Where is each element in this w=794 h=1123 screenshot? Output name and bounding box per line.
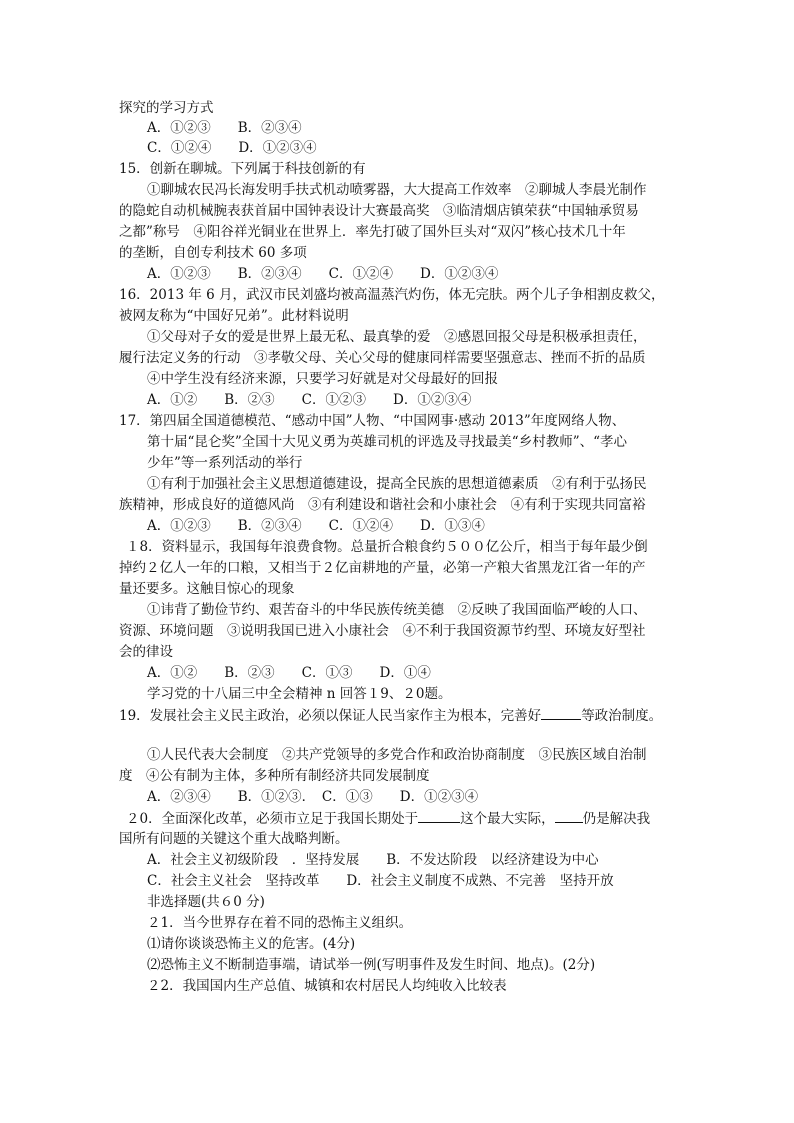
text-line: 会的律设: [119, 644, 173, 660]
question-17-stem: 17．第四届全国道德模范、“感动中国”人物、“中国网事·感动 2013”年度网络人物、: [119, 413, 626, 429]
section-heading: 非选择题(共６0 分): [147, 894, 265, 910]
text-line: 量还要多。这触目惊心的现象: [119, 581, 295, 597]
question-15-stem: 15．创新在聊城。下列属于科技创新的有: [119, 161, 366, 177]
question-20-stem: [126, 808, 650, 828]
text-line: ④中学生没有经济来源，只要学习好就是对父母最好的回报: [147, 371, 498, 387]
text-line: ①父母对子女的爱是世界上最无私、最真挚的爱 ②感恩回报父母是积极承担责任，: [147, 329, 647, 345]
section-instruction: 学习党的十八届三中全会精神 n 回答１9、２0题。: [147, 686, 452, 702]
text-line: 度 ④公有制为主体，多种所有制经济共同发展制度: [119, 768, 430, 784]
options-line: A．社会主义初级阶段 ．坚持发展 B．不发达阶段 以经济建设为中心: [147, 852, 599, 868]
question-21-stem: ２1．当今世界存在着不同的恐怖主义组织。: [147, 915, 413, 931]
text-line: 资源、环境问题 ③说明我国已进入小康社会 ④不利于我国资源节约型、环境友好型社: [119, 623, 646, 639]
question-20-text: ２0．全面深化改革，必须市立足于我国长期处于: [126, 811, 419, 827]
text-line: ①人民代表大会制度 ②共产党领导的多党合作和政治协商制度 ③民族区域自治制: [147, 747, 647, 763]
options-line: C．社会主义社会 坚持改革 D．社会主义制度不成熟、不完善 坚持开放: [147, 873, 614, 889]
question-18-stem: １8．资料显示，我国每年浪费食物。总量折合粮食约５００亿公斤，相当于每年最少倒: [126, 539, 648, 555]
text-line: 族精神，形成良好的道德风尚 ③有利建设和谐社会和小康社会 ④有利于实现共同富裕: [119, 497, 646, 513]
question-19-text: 19．发展社会主义民主政治，必须以保证人民当家作主为根本，完善好: [119, 708, 542, 724]
text-line: 履行法定义务的行动 ③孝敬父母、关心父母的健康同样需要坚强意志、挫而不折的品质: [119, 350, 646, 366]
text-line: ①有利于加强社会主义思想道德建设，提高全民族的思想道德素质 ②有利于弘扬民: [147, 476, 647, 492]
text-line: 探究的学习方式: [119, 100, 214, 116]
options-line: C．①②④ D．①②③④: [147, 140, 317, 156]
sub-question: ⑴请你谈谈恐怖主义的危害。(4分): [147, 936, 356, 952]
sub-question: ⑵恐怖主义不断制造事端，请试举一例(写明事件及发生时间、地点)。(2分): [147, 957, 596, 973]
options-line: A．②③④ B．①②③． C．①③ D．①②③④: [147, 789, 479, 805]
question-16-stem: 16．2013 年 6 月，武汉市民刘盛均被高温蒸汽灼伤，体无完肤。两个儿子争相割皮救父，: [119, 287, 665, 303]
text-line: 第十届“昆仑奖”全国十大见义勇为英雄司机的评选及寻找最美“乡村教师”、“孝心: [147, 434, 628, 450]
text-line: 的垄断，自创专利技术 60 多项: [119, 245, 307, 261]
text-line: 少年”等一系列活动的举行: [147, 455, 303, 471]
text-line: 的隐蛇自动机械腕表获首届中国钟表设计大赛最高奖 ③临清烟店镇荣获“中国轴承贸易: [119, 203, 639, 219]
question-20-text-mid: 这个最大实际，: [460, 811, 555, 827]
text-line: ①讳背了勤俭节约、艰苦奋斗的中华民族传统美德 ②反映了我国面临严峻的人口、: [147, 602, 647, 618]
question-19-stem: [119, 705, 662, 725]
text-line: 被网友称为“中国好兄弟”。此材料说明: [119, 308, 349, 324]
question-19-text-end: 等政治制度。: [581, 708, 663, 724]
text-line: 掉约２亿人一年的口粮，又相当于２亿亩耕地的产量，必第一产粮大省黑龙江省一年的产: [119, 560, 646, 576]
text-line: ①聊城农民冯长海发明手扶式机动喷雾器，大大提高工作效率 ②聊城人李晨光制作: [147, 182, 647, 198]
options-line: A．①②③ B．②③④ C．①②④ D．①②③④: [147, 266, 499, 282]
answer-blank: [541, 705, 581, 720]
question-22-stem: ２2．我国国内生产总值、城镇和农村居民人均纯收入比较表: [147, 978, 507, 994]
question-20-text-end: 仍是解决我: [582, 811, 651, 827]
text-line: 之都”称号 ④阳谷祥光铜业在世界上．率先打破了国外巨头对“双闪”核心技术几十年: [119, 224, 626, 240]
answer-blank: [418, 808, 460, 823]
options-line: A．①②③ B．②③④: [147, 120, 302, 136]
answer-blank: [555, 808, 583, 823]
options-line: A．①②③ B．②③④ C．①②④ D．①③④: [147, 518, 485, 534]
options-line: A．①② B．②③ C．①②③ D．①②③④: [147, 392, 472, 408]
options-line: A．①② B．②③ C．①③ D．①④: [147, 665, 431, 681]
text-line: 国所有问题的关键这个重大战略判断。: [119, 831, 349, 847]
